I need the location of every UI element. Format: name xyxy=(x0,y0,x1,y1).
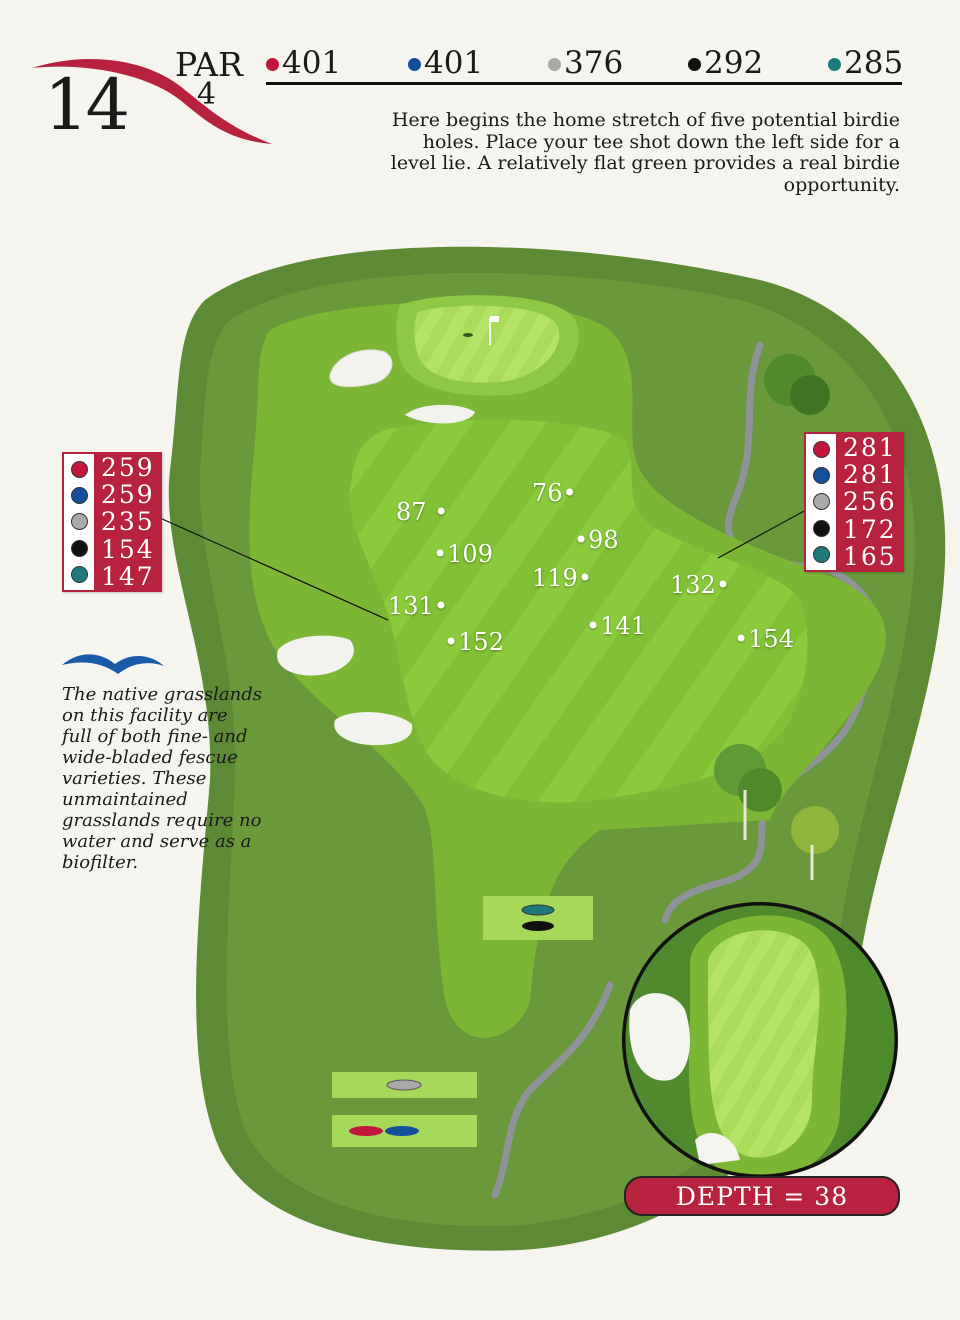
flag xyxy=(490,316,499,322)
teal-tee-dot-icon xyxy=(828,58,841,71)
left-yardage-box xyxy=(62,452,162,592)
black-tee-dot-icon xyxy=(688,58,701,71)
tee-yardage-red: 401 xyxy=(266,48,341,79)
blue-tee-dot-icon xyxy=(813,467,830,484)
tee-yardage-row xyxy=(266,45,904,86)
tee-yardage-teal: 285 xyxy=(828,48,903,79)
red-tee-dot-icon xyxy=(71,461,88,478)
white-tee-dot-icon xyxy=(813,493,830,510)
left-box-value: 154 xyxy=(101,534,155,564)
red-tee-dot-icon xyxy=(813,441,830,458)
grasslands-note: The native grasslands on this facility are full of both fine- and wide-bladed fescue varieties. These unmaintained grasslands require no water and serve as a biofilter. xyxy=(62,684,263,873)
distance-marker-132: 132• xyxy=(670,571,730,599)
hole-description: Here begins the home stretch of five potential birdie holes. Place your tee shot down the left side for a level lie. A relatively flat green provides a real birdie opportunity. xyxy=(390,109,900,196)
blue-tee-dot-icon xyxy=(71,487,88,504)
right-yardage-box xyxy=(804,432,904,572)
right-box-value: 281 xyxy=(843,460,897,490)
distance-marker-98: •98 xyxy=(574,526,619,554)
red-tee-dot-icon xyxy=(266,58,279,71)
blue-tee-dot-icon xyxy=(408,58,421,71)
distance-marker-152: •152 xyxy=(444,628,504,656)
tee-yardage-blue: 401 xyxy=(408,48,483,79)
left-box-value: 259 xyxy=(101,480,155,510)
right-box-value: 165 xyxy=(843,541,897,571)
distance-marker-154: •154 xyxy=(734,625,794,653)
left-box-value: 147 xyxy=(101,561,155,591)
distance-marker-109: •109 xyxy=(433,540,493,568)
par-value: 4 xyxy=(197,77,217,112)
black-tee-dot-icon xyxy=(71,540,88,557)
left-box-value: 235 xyxy=(101,507,155,537)
teal-tee-dot-icon xyxy=(71,566,88,583)
black-tee-dot-icon xyxy=(813,520,830,537)
left-box-value: 259 xyxy=(101,453,155,483)
white-tee-dot-icon xyxy=(548,58,561,71)
distance-marker-119: 119• xyxy=(532,564,592,592)
right-box-value: 281 xyxy=(843,433,897,463)
distance-marker-76: 76• xyxy=(532,479,577,507)
gull-icon xyxy=(62,654,164,674)
distance-marker-131: 131• xyxy=(388,592,448,620)
distance-marker-87: 87 • xyxy=(396,498,449,526)
header-rule xyxy=(266,82,902,85)
white-tee-dot-icon xyxy=(71,513,88,530)
tee-yardage-white: 376 xyxy=(548,48,623,79)
distance-marker-141: •141 xyxy=(586,612,646,640)
right-box-value: 256 xyxy=(843,487,897,517)
right-box-value: 172 xyxy=(843,514,897,544)
hole-number: 14 xyxy=(44,64,128,146)
tee-yardage-black: 292 xyxy=(688,48,763,79)
tee-box-forward xyxy=(483,896,593,940)
teal-tee-dot-icon xyxy=(813,546,830,563)
green-depth-badge: DEPTH = 38 xyxy=(624,1176,900,1216)
par-label: PAR xyxy=(175,45,243,84)
